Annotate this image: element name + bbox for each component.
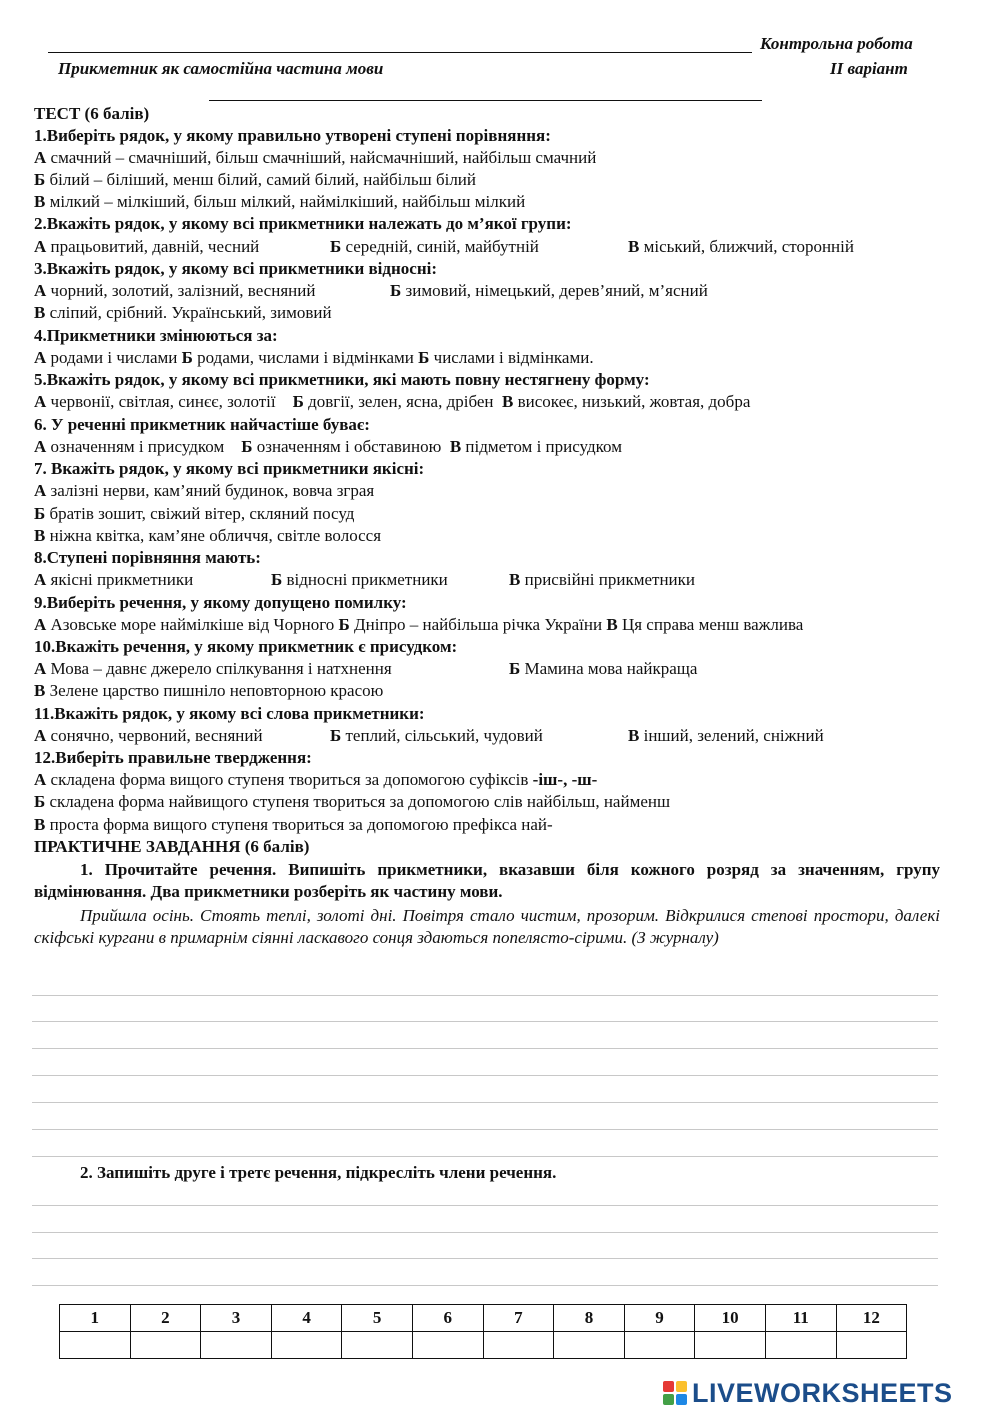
answer-number-7: 7 xyxy=(483,1305,554,1332)
header-bottom-rule xyxy=(209,88,762,101)
question-11: 11.Вкажіть рядок, у якому всі слова прикметники: xyxy=(34,704,425,723)
answer-cell-7[interactable] xyxy=(483,1332,554,1359)
q3-option-b[interactable]: Б зимовий, німецький, дерев’яний, м’ясний xyxy=(390,281,708,300)
answer-number-9: 9 xyxy=(624,1305,695,1332)
q10-options-row1 xyxy=(34,658,940,680)
q11-option-v[interactable]: В інший, зелений, сніжний xyxy=(628,726,824,745)
question-10: 10.Вкажіть речення, у якому прикметник є присудком: xyxy=(34,637,458,656)
answer-cell-2[interactable] xyxy=(130,1332,201,1359)
answer-number-3: 3 xyxy=(201,1305,272,1332)
q5-options xyxy=(34,391,750,413)
answer-number-6: 6 xyxy=(412,1305,483,1332)
question-1: 1.Виберіть рядок, у якому правильно утворені ступені порівняння: xyxy=(34,126,551,145)
answer-cell-6[interactable] xyxy=(412,1332,483,1359)
q2-option-a[interactable]: А працьовитий, давній, чесний xyxy=(34,237,260,256)
answer-number-11: 11 xyxy=(765,1305,836,1332)
q6-options xyxy=(34,436,622,458)
question-12: 12.Виберіть правильне твердження: xyxy=(34,748,312,767)
question-9: 9.Виберіть речення, у якому допущено помилку: xyxy=(34,593,407,612)
answer-line-5[interactable] xyxy=(32,1102,938,1103)
q7-option-v[interactable]: В ніжна квітка, кам’яне обличчя, світле волосся xyxy=(34,526,382,545)
q5-option-v[interactable]: В високеє, низький, жовтая, добра xyxy=(502,392,751,411)
practical-text: Прийшла осінь. Стоять теплі, золоті дні. Повітря стало чистим, прозорим. Відкрилися степові простори, далекі скіфські кургани в примарнім сіянні ласкавого сонця здаються попелясто-сірими. (З журналу) xyxy=(34,906,940,947)
answer-cell-3[interactable] xyxy=(201,1332,272,1359)
answer-cell-12[interactable] xyxy=(836,1332,907,1359)
q11-options xyxy=(34,725,940,747)
q7-option-b[interactable]: Б братів зошит, свіжий вітер, скляний посуд xyxy=(34,504,355,523)
q6-option-v[interactable]: В підметом і присудком xyxy=(449,437,622,456)
q10-option-v[interactable]: В Зелене царство пишніло неповторною красою xyxy=(34,681,384,700)
answer-number-1: 1 xyxy=(60,1305,131,1332)
answer-cell-10[interactable] xyxy=(695,1332,766,1359)
q12-option-a[interactable]: А складена форма вищого ступеня твориться за допомогою суфіксів -іш-, -ш- xyxy=(34,770,598,789)
q11-option-b[interactable]: Б теплий, сільський, чудовий xyxy=(330,726,543,745)
q6-option-a[interactable]: А означенням і присудком xyxy=(34,437,225,456)
q4-option-c[interactable]: Б числами і відмінками. xyxy=(418,348,594,367)
q2-options xyxy=(34,236,940,258)
answer-cell-5[interactable] xyxy=(342,1332,413,1359)
q7-option-a[interactable]: А залізні нерви, кам’яний будинок, вовча зграя xyxy=(34,481,375,500)
question-4: 4.Прикметники змінюються за: xyxy=(34,326,278,345)
liveworksheets-logo xyxy=(663,1378,953,1408)
question-8: 8.Ступені порівняння мають: xyxy=(34,548,261,567)
q5-option-b[interactable]: Б довгії, зелен, ясна, дрібен xyxy=(292,392,494,411)
q3-option-a[interactable]: А чорний, золотий, залізний, весняний xyxy=(34,281,316,300)
answer-number-4: 4 xyxy=(271,1305,342,1332)
answer-line-7[interactable] xyxy=(32,1156,938,1157)
q8-option-a[interactable]: А якісні прикметники xyxy=(34,570,194,589)
answer-cell-9[interactable] xyxy=(624,1332,695,1359)
practical-task-1: 1. Прочитайте речення. Випишіть прикметники, вказавши біля кожного розряд за значенням, групу відмінювання. Два прикметники розберіть як частину мови. xyxy=(34,860,940,901)
q10-option-b[interactable]: Б Мамина мова найкраща xyxy=(509,659,698,678)
q11-option-a[interactable]: А сонячно, червоний, весняний xyxy=(34,726,263,745)
q8-options xyxy=(34,569,940,591)
question-5: 5.Вкажіть рядок, у якому всі прикметники, які мають повну нестягнену форму: xyxy=(34,370,650,389)
q8-option-b[interactable]: Б відносні прикметники xyxy=(271,570,448,589)
answer-line-8[interactable] xyxy=(32,1205,938,1206)
q12-option-b[interactable]: Б складена форма найвищого ступеня твориться за допомогою слів найбільш, найменш xyxy=(34,792,671,811)
q6-option-b[interactable]: Б означенням і обставиною xyxy=(241,437,442,456)
question-2: 2.Вкажіть рядок, у якому всі прикметники належать до м’якої групи: xyxy=(34,214,572,233)
answer-cell-1[interactable] xyxy=(60,1332,131,1359)
header-variant: ІІ варіант xyxy=(830,59,908,78)
q4-options xyxy=(34,347,594,369)
answer-table-input-row xyxy=(60,1332,907,1359)
answer-number-10: 10 xyxy=(695,1305,766,1332)
answer-cell-8[interactable] xyxy=(554,1332,625,1359)
q9-option-v[interactable]: В Ця справа менш важлива xyxy=(606,615,804,634)
answer-number-8: 8 xyxy=(554,1305,625,1332)
q1-option-v[interactable]: В мілкий – мілкіший, більш мілкий, наймілкіший, найбільш мілкий xyxy=(34,192,526,211)
answer-number-5: 5 xyxy=(342,1305,413,1332)
q10-option-a[interactable]: А Мова – давнє джерело спілкування і натхнення xyxy=(34,659,392,678)
question-7: 7. Вкажіть рядок, у якому всі прикметники якісні: xyxy=(34,459,425,478)
answer-line-4[interactable] xyxy=(32,1075,938,1076)
header-topic: Прикметник як самостійна частина мови xyxy=(58,59,384,78)
answer-line-9[interactable] xyxy=(32,1232,938,1233)
q3-options-row1 xyxy=(34,280,940,302)
q9-options xyxy=(34,614,803,636)
answer-table xyxy=(59,1304,907,1359)
practical-title: ПРАКТИЧНЕ ЗАВДАННЯ (6 балів) xyxy=(34,837,310,856)
answer-line-6[interactable] xyxy=(32,1129,938,1130)
answer-line-2[interactable] xyxy=(32,1021,938,1022)
header-test-title: Контрольна робота xyxy=(760,34,913,53)
liveworksheets-logo-text: LIVEWORKSHEETS xyxy=(692,1377,953,1408)
q8-option-v[interactable]: В присвійні прикметники xyxy=(509,570,695,589)
q5-option-a[interactable]: А червонії, світлая, синєє, золотії xyxy=(34,392,276,411)
q1-option-b[interactable]: Б білий – біліший, менш білий, самий білий, найбільш білий xyxy=(34,170,477,189)
q1-option-a[interactable]: А смачний – смачніший, більш смачніший, найсмачніший, найбільш смачний xyxy=(34,148,597,167)
q4-option-a[interactable]: А родами і числами xyxy=(34,348,178,367)
q9-option-a[interactable]: А Азовське море наймілкіше від Чорного xyxy=(34,615,335,634)
test-title: ТЕСТ (6 балів) xyxy=(34,104,150,123)
answer-number-2: 2 xyxy=(130,1305,201,1332)
question-3: 3.Вкажіть рядок, у якому всі прикметники відносні: xyxy=(34,259,438,278)
q12-option-v[interactable]: В проста форма вищого ступеня твориться за допомогою префікса най- xyxy=(34,815,553,834)
answer-table-header-row xyxy=(60,1305,907,1332)
question-6: 6. У реченні прикметник найчастіше буває: xyxy=(34,415,370,434)
q4-option-b[interactable]: Б родами, числами і відмінками xyxy=(181,348,414,367)
header-top-rule xyxy=(48,38,752,53)
q9-option-b[interactable]: Б Дніпро – найбільша річка України xyxy=(338,615,603,634)
answer-line-1[interactable] xyxy=(32,995,938,996)
practical-task-2: 2. Запишіть друге і третє речення, підкресліть члени речення. xyxy=(80,1163,557,1182)
answer-cell-11[interactable] xyxy=(765,1332,836,1359)
answer-line-3[interactable] xyxy=(32,1048,938,1049)
q2-option-b[interactable]: Б середній, синій, майбутній xyxy=(330,237,539,256)
liveworksheets-logo-icon xyxy=(663,1379,689,1407)
q2-option-v[interactable]: В міський, ближчий, сторонній xyxy=(628,237,854,256)
q3-option-v[interactable]: В сліпий, срібний. Український, зимовий xyxy=(34,303,332,322)
answer-line-11[interactable] xyxy=(32,1285,938,1286)
answer-number-12: 12 xyxy=(836,1305,907,1332)
answer-cell-4[interactable] xyxy=(271,1332,342,1359)
answer-line-10[interactable] xyxy=(32,1258,938,1259)
